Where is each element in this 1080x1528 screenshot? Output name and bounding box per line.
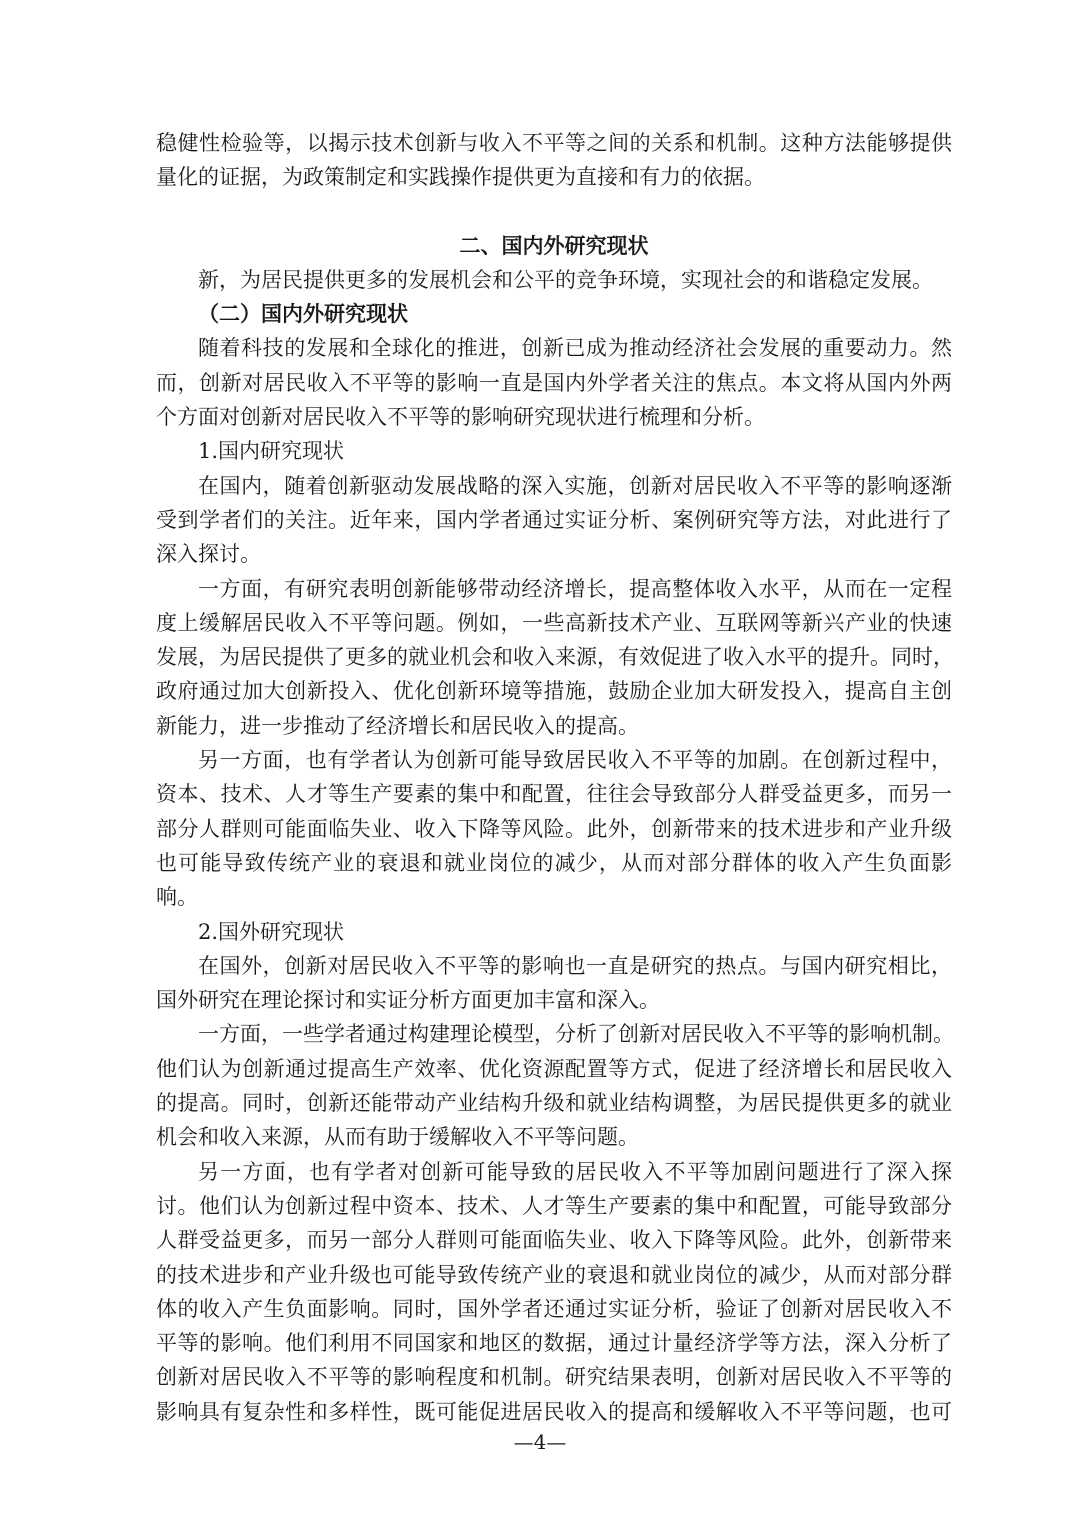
paragraph-line: 一方面，有研究表明创新能够带动经济增长，提高整体收入水平，从而在一定程 [198, 576, 952, 601]
paragraph-line: 在国外，创新对居民收入不平等的影响也一直是研究的热点。与国内研究相比， [198, 953, 952, 978]
paragraph-line: 国外研究在理论探讨和实证分析方面更加丰富和深入。 [156, 988, 660, 1013]
page-number: —4— [513, 1430, 567, 1454]
subsection-heading: （二）国内外研究现状 [198, 301, 408, 327]
paragraph-line: 度上缓解居民收入不平等问题。例如，一些高新技术产业、互联网等新兴产业的快速 [156, 610, 952, 635]
paragraph-line: 随着科技的发展和全球化的推进，创新已成为推动经济社会发展的重要动力。然 [198, 336, 952, 361]
numbered-heading: 1.国内研究现状 [198, 439, 345, 464]
paragraph-line: 部分人群则可能面临失业、收入下降等风险。此外，创新带来的技术进步和产业升级 [156, 816, 952, 841]
paragraph-line: 平等的影响。他们利用不同国家和地区的数据，通过计量经济学等方法，深入分析了 [156, 1331, 952, 1356]
numbered-heading: 2.国外研究现状 [198, 919, 345, 944]
paragraph-line: 影响具有复杂性和多样性，既可能促进居民收入的提高和缓解收入不平等问题，也可 [156, 1399, 952, 1424]
paragraph-line: 发展，为居民提供了更多的就业机会和收入来源，有效促进了收入水平的提升。同时， [156, 645, 954, 670]
paragraph-line: 政府通过加大创新投入、优化创新环境等措施，鼓励企业加大研发投入，提高自主创 [156, 679, 952, 704]
section-gap [156, 195, 952, 229]
paragraph-line: 体的收入产生负面影响。同时，国外学者还通过实证分析，验证了创新对居民收入不 [156, 1296, 952, 1321]
paragraph-line: 另一方面，也有学者对创新可能导致的居民收入不平等加剧问题进行了深入探 [198, 1159, 952, 1184]
paragraph-line: 深入探讨。 [156, 542, 261, 567]
paragraph-line: 讨。他们认为创新过程中资本、技术、人才等生产要素的集中和配置，可能导致部分 [156, 1193, 952, 1218]
paragraph-line: 新，为居民提供更多的发展机会和公平的竞争环境，实现社会的和谐稳定发展。 [198, 267, 933, 292]
paragraph-line: 新能力，进一步推动了经济增长和居民收入的提高。 [156, 713, 639, 738]
paragraph-line: 个方面对创新对居民收入不平等的影响研究现状进行梳理和分析。 [156, 405, 765, 430]
paragraph-line: 机会和收入来源，从而有助于缓解收入不平等问题。 [156, 1125, 639, 1150]
paragraph-line: 的技术进步和产业升级也可能导致传统产业的衰退和就业岗位的减少，从而对部分群 [156, 1262, 952, 1287]
paragraph-line: 量化的证据，为政策制定和实践操作提供更为直接和有力的依据。 [156, 165, 765, 190]
paragraph-line: 稳健性检验等，以揭示技术创新与收入不平等之间的关系和机制。这种方法能够提供 [156, 131, 952, 155]
paragraph-line: 一方面，一些学者通过构建理论模型，分析了创新对居民收入不平等的影响机制。 [198, 1022, 954, 1047]
paragraph-line: 在国内，随着创新驱动发展战略的深入实施，创新对居民收入不平等的影响逐渐 [198, 473, 952, 498]
paragraph-line: 资本、技术、人才等生产要素的集中和配置，往往会导致部分人群受益更多，而另一 [156, 782, 952, 807]
paragraph-line: 人群受益更多，而另一部分人群则可能面临失业、收入下降等风险。此外，创新带来 [156, 1228, 952, 1253]
paragraph-line: 另一方面，也有学者认为创新可能导致居民收入不平等的加剧。在创新过程中， [198, 748, 952, 773]
paragraph-line: 他们认为创新通过提高生产效率、优化资源配置等方式，促进了经济增长和居民收入 [156, 1056, 952, 1081]
document-body [156, 126, 952, 1429]
paragraph-line: 响。 [156, 885, 198, 910]
paragraph-line: 创新对居民收入不平等的影响程度和机制。研究结果表明，创新对居民收入不平等的 [156, 1365, 952, 1390]
paragraph-line: 也可能导致传统产业的衰退和就业岗位的减少，从而对部分群体的收入产生负面影 [156, 850, 952, 875]
section-heading: 二、国内外研究现状 [459, 232, 649, 258]
paragraph-line: 受到学者们的关注。近年来，国内学者通过实证分析、案例研究等方法，对此进行了 [156, 507, 952, 532]
paragraph-line: 的提高。同时，创新还能带动产业结构升级和就业结构调整，为居民提供更多的就业 [156, 1091, 952, 1116]
paragraph-line: 而，创新对居民收入不平等的影响一直是国内外学者关注的焦点。本文将从国内外两 [156, 370, 952, 395]
